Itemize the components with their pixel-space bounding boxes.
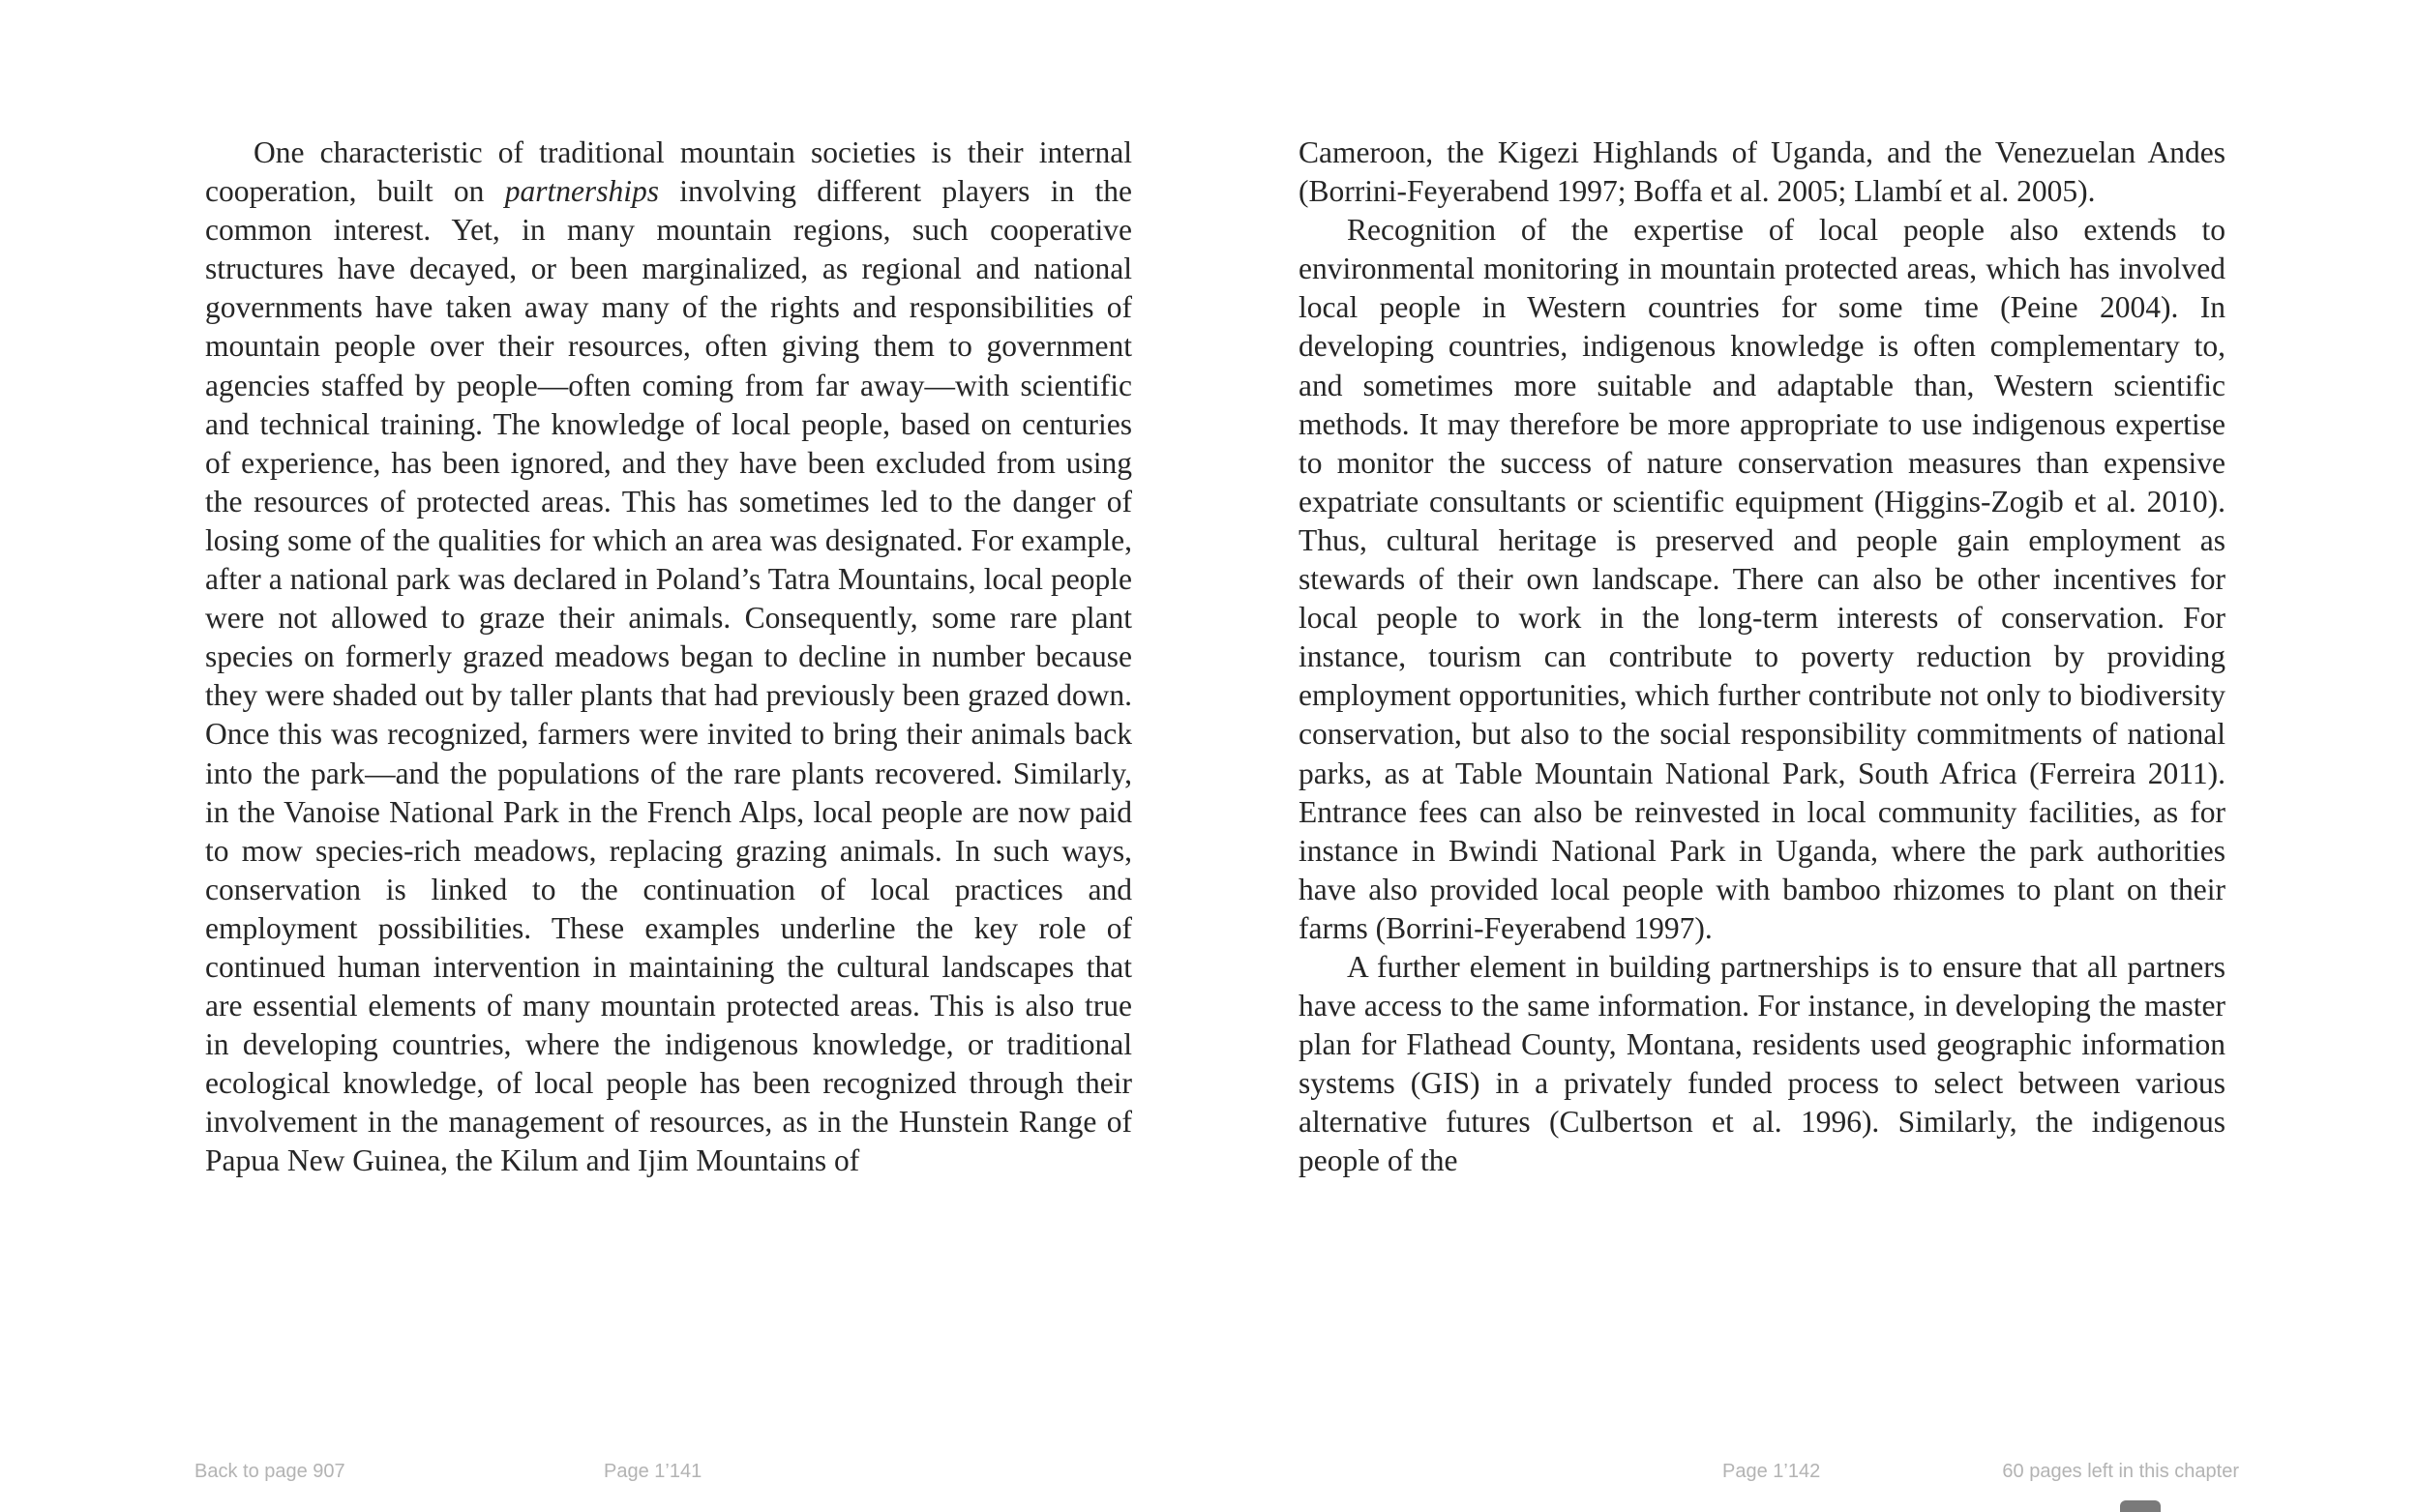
page-number-left: Page 1’141	[604, 1461, 702, 1482]
right-paragraph-2: Recognition of the expertise of local people also extends to environmental monitoring in mountain protected areas, which has involved local people in Western countries for some time (Peine 2004). In developing countries, indigenous knowledge is often complementary to, and sometimes more suitable and adaptable than, Western scientific methods. It may therefore be more appropriate to use indigenous expertise to monitor the success of nature conservation measures than expensive expatriate consultants or scientific equipment (Higgins-Zogib et al. 2010). Thus, cultural heritage is preserved and people gain employment as stewards of their own landscape. There can also be other incentives for local people to work in the long-term interests of conservation. For instance, tourism can contribute to poverty reduction by providing employment opportunities, which further contribute not only to biodiversity conservation, but also to the social responsibility commitments of national parks, as at Table Mountain National Park, South Africa (Ferreira 2011). Entrance fees can also be reinvested in local community facilities, as for instance in Bwindi National Park in Uganda, where the park authorities have also provided local people with bamboo rhizomes to plant on their farms (Borrini-Feyerabend 1997).	[1299, 213, 2225, 945]
pages-left-in-chapter: 60 pages left in this chapter	[2002, 1461, 2239, 1482]
paragraph-text: involving different players in the common interest. Yet, in many mountain regions, such cooperative structures have decayed, or been marginalized, as regional and national governments have taken away many of the rights and responsibilities of mountain people over their resources, often giving them to government agencies staffed by people—often coming from far away—with scientific and technical training. The knowledge of local people, based on centuries of experience, has been ignored, and they have been excluded from using the resources of protected areas. This has sometimes led to the danger of losing some of the qualities for which an area was designated. For example, after a national park was declared in Poland’s Tatra Mountains, local people were not allowed to graze their animals. Consequently, some rare plant species on formerly grazed meadows began to decline in number because they were shaded out by taller plants that had previously been grazed down. Once this was recognized, farmers were invited to bring their animals back into the park—and the populations of the rare plants recovered. Similarly, in the Vanoise National Park in the French Alps, local people are now paid to mow species-rich meadows, replacing grazing animals. In such ways, conservation is linked to the continuation of local practices and employment possibilities. These examples underline the key role of continued human intervention in maintaining the cultural landscapes that are essential elements of many mountain protected areas. This is also true in developing countries, where the indigenous knowledge, or traditional ecological knowledge, of local people has been recognized through their involvement in the management of resources, as in the Hunstein Range of Papua New Guinea, the Kilum and Ijim Mountains of	[205, 174, 1132, 1178]
page-scrubber-handle[interactable]	[2120, 1500, 2161, 1512]
back-to-page-link[interactable]: Back to page 907	[194, 1461, 345, 1482]
right-paragraph-1: Cameroon, the Kigezi Highlands of Uganda, and the Venezuelan Andes (Borrini-Feyerabend 1997; Boffa et al. 2005; Llambí et al. 2005).	[1299, 135, 2225, 209]
left-page	[205, 133, 1132, 1181]
right-paragraph-3: A further element in building partnerships is to ensure that all partners have access to the same information. For instance, in developing the master plan for Flathead County, Montana, residents used geographic information systems (GIS) in a privately funded process to select between various alternative futures (Culbertson et al. 1996). Similarly, the indigenous people of the	[1299, 949, 2225, 1178]
page-number-right: Page 1’142	[1722, 1461, 1821, 1482]
paragraph-text: One characteristic of traditional mountain societies is their internal cooperation, built on	[205, 135, 1132, 209]
right-page	[1299, 133, 2225, 1181]
emphasized-term: partnerships	[504, 174, 659, 209]
left-paragraph-1	[205, 133, 1132, 1181]
